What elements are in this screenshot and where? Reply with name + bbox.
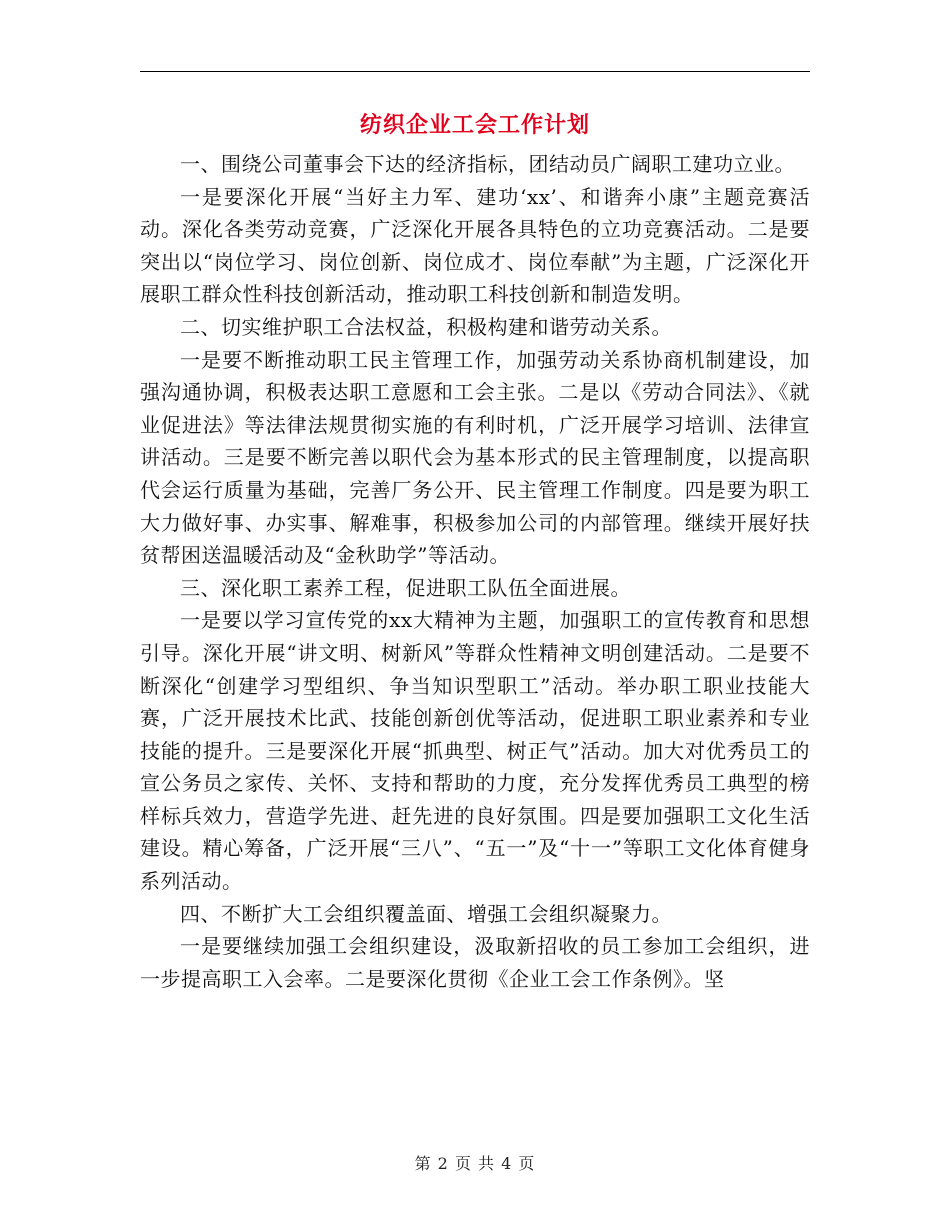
section-heading-1: 一、围绕公司董事会下达的经济指标，团结动员广阔职工建功立业。 <box>180 152 795 176</box>
body-paragraph: 一是要继续加强工会组织建设，汲取新招收的员工参加工会组织，进一步提高职工入会率。二是要深化贯彻《企业工会工作条例》。坚 <box>140 934 810 991</box>
document-title: 纺织企业工会工作计划 <box>359 113 590 138</box>
section-heading-2: 二、切实维护职工合法权益，积极构建和谐劳动关系。 <box>180 314 672 339</box>
header-rule <box>140 71 810 72</box>
body-paragraph: 一是要深化开展“当好主力军、建功‘xx’、和谐奔小康”主题竞赛活动。深化各类劳动竞赛，广泛深化开展各具特色的立功竞赛活动。二是要突出以“岗位学习、岗位创新、岗位成才、岗位奉献”为主题，广泛深化开展职工群众性科技创新活动，推动职工科技创新和制造发明。 <box>140 184 810 307</box>
section-heading-3: 三、深化职工素养工程，促进职工队伍全面进展。 <box>180 575 631 600</box>
section-heading-4: 四、不断扩大工会组织覆盖面、增强工会组织凝聚力。 <box>180 901 672 926</box>
document-body <box>140 148 810 995</box>
page-number: 第 2 页 共 4 页 <box>414 1154 536 1173</box>
body-paragraph: 一是要不断推动职工民主管理工作，加强劳动关系协商机制建设，加强沟通协调，积极表达职工意愿和工会主张。二是以《劳动合同法》、《就业促进法》等法律法规贯彻实施的有利时机，广泛开展学习培训、法律宣讲活动。三是要不断完善以职代会为基本形式的民主管理制度，以提高职代会运行质量为基础，完善厂务公开、民主管理工作制度。四是要为职工大力做好事、办实事、解难事，积极参加公司的内部管理。继续开展好扶贫帮困送温暖活动及“金秋助学”等活动。 <box>140 347 810 568</box>
body-paragraph: 一是要以学习宣传党的xx大精神为主题，加强职工的宣传教育和思想引导。深化开展“讲文明、树新风”等群众性精神文明创建活动。二是要不断深化“创建学习型组织、争当知识型职工”活动。举办职工职业技能大赛，广泛开展技术比武、技能创新创优等活动，促进职工职业素养和专业技能的提升。三是要深化开展“抓典型、树正气”活动。加大对优秀员工的宣公务员之家传、关怀、支持和帮助的力度，充分发挥优秀员工典型的榜样标兵效力，营造学先进、赶先进的良好氛围。四是要加强职工文化生活建设。精心筹备，广泛开展“三八”、“五一”及“十一”等职工文化体育健身系列活动。 <box>140 608 810 894</box>
